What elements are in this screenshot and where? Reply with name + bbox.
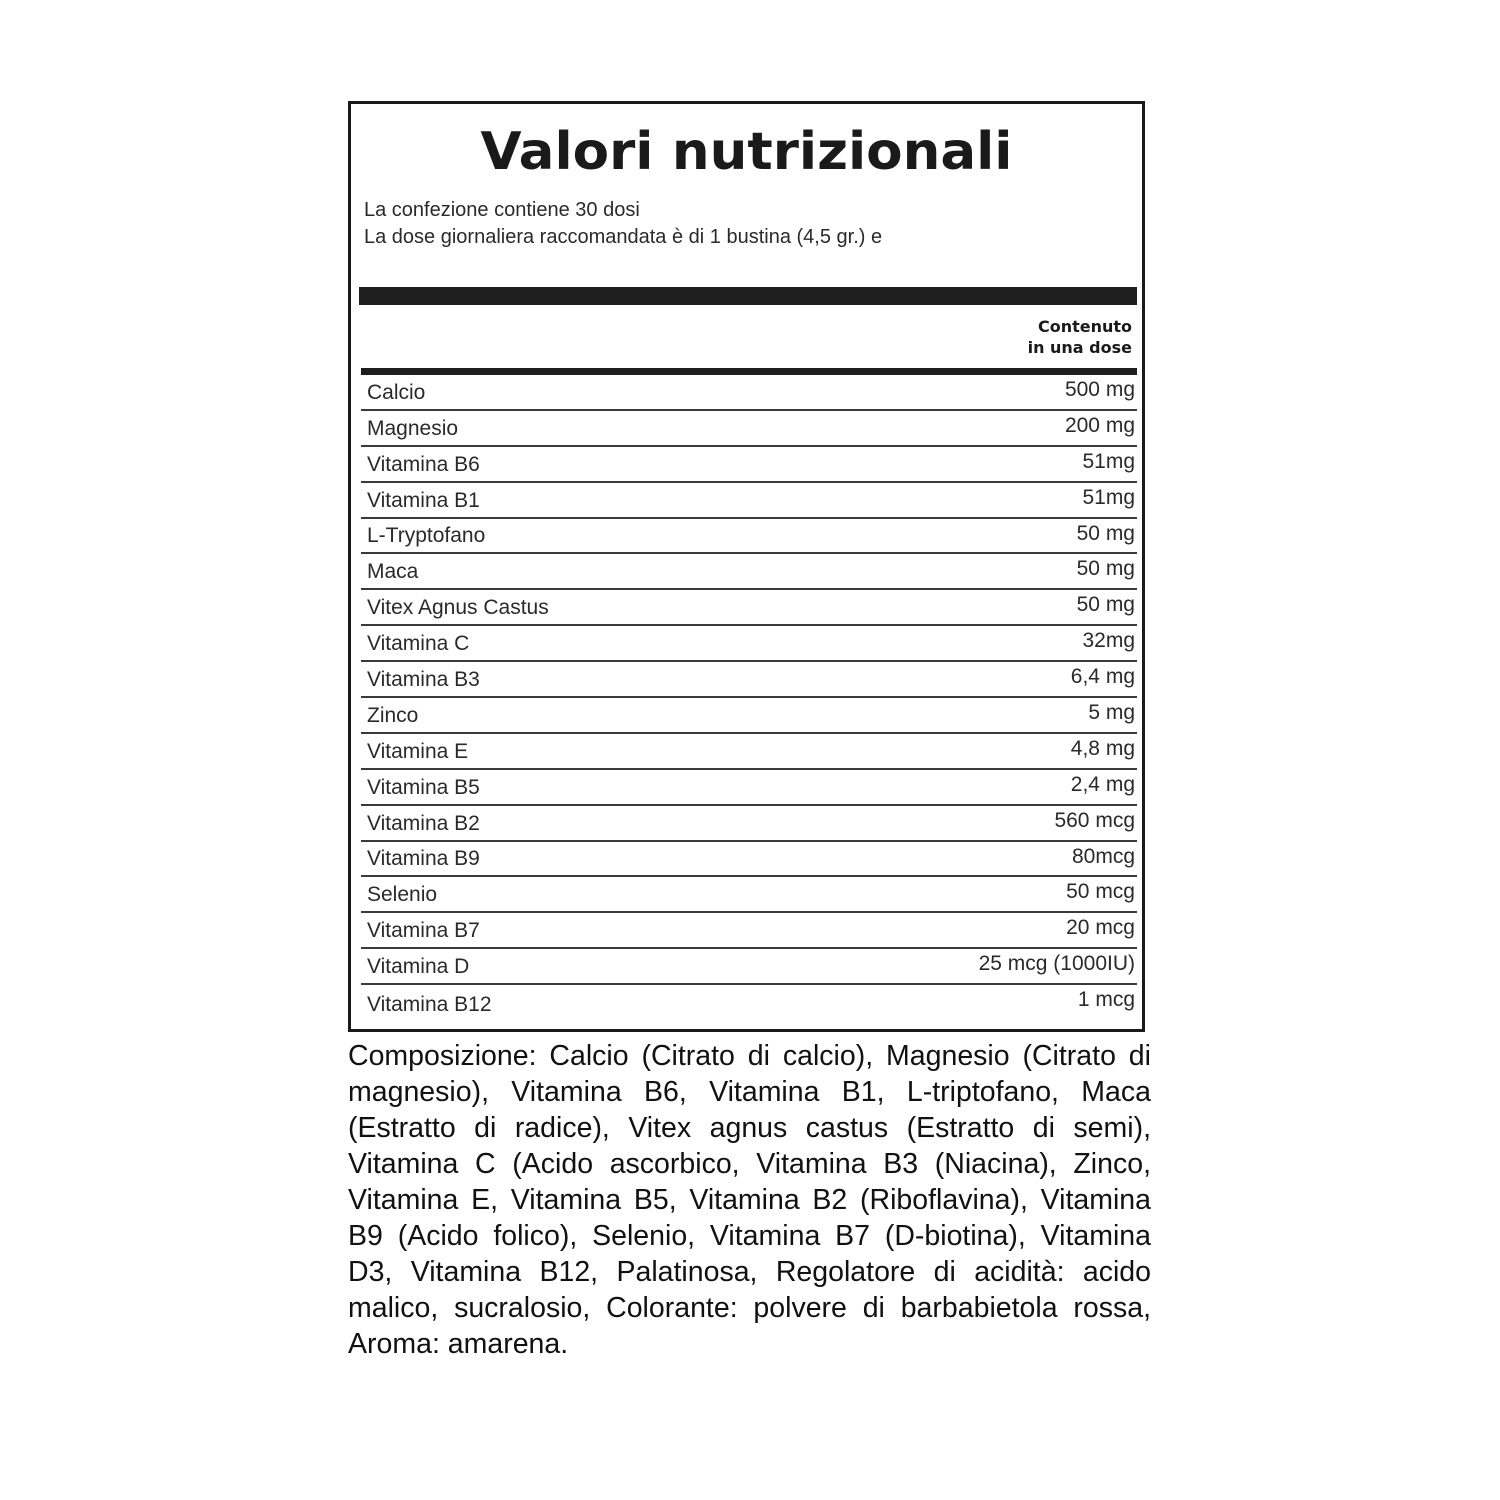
composition-text: Composizione: Calcio (Citrato di calcio), Magnesio (Citrato di magnesio), Vitamina B6, Vitamina B1, L-triptofano, Maca (Estratto di radice), Vitex agnus castus (Estratto di semi), Vitamina C (Acido ascorbico, Vitamina B3 (Niacina), Zinco, Vitamina E, Vitamina B5, Vitamina B2 (Riboflavina), Vitamina B9 (Acido folico), Selenio, Vitamina B7 (D-biotina), Vitamina D3, Vitamina B12, Palatinosa, Regolatore di acidità: acido malico, sucralosio, Colorante: polvere di barbabietola rossa, Aroma: amarena. [348,1040,1151,1360]
nutrient-table [361,375,1137,1021]
nutrient-name: Vitamina B5 [367,775,480,799]
nutrient-value: 51mg [1082,485,1135,509]
table-row [361,698,1137,734]
nutrient-value: 25 mcg (1000IU) [978,952,1135,976]
table-row [361,806,1137,842]
panel-title: Valori nutrizionali [480,122,1013,182]
table-row [361,913,1137,949]
nutrient-name: Vitamina E [367,739,469,763]
table-row [361,734,1137,770]
nutrient-value: 51mg [1082,449,1135,473]
table-row [361,483,1137,519]
nutrient-name: Vitamina D [367,955,470,979]
nutrient-value: 80mcg [1071,844,1135,868]
nutrient-value: 1 mcg [1077,988,1135,1012]
table-row [361,447,1137,483]
table-row [361,375,1137,411]
table-row [361,770,1137,806]
nutrient-name: L-Tryptofano [367,524,486,548]
column-header [1028,316,1132,358]
nutrient-name: Vitamina B7 [367,919,480,943]
table-row [361,554,1137,590]
nutrient-value: 32mg [1082,629,1135,653]
nutrient-name: Vitamina C [367,632,470,656]
nutrient-value: 20 mcg [1066,916,1135,940]
nutrient-name: Selenio [367,883,438,907]
nutrient-name: Vitamina B12 [367,993,492,1017]
table-row [361,590,1137,626]
nutrient-name: Vitamina B2 [367,811,480,835]
nutrient-value: 4,8 mg [1070,736,1135,760]
column-header-line-1: Contenuto [1037,317,1132,336]
nutrition-facts-panel [348,101,1145,1032]
table-row [361,842,1137,878]
table-row [361,877,1137,913]
table-row [361,985,1137,1021]
nutrient-value: 50 mg [1076,521,1135,545]
nutrient-name: Vitamina B9 [367,847,480,871]
column-header-line-2: in una dose [1027,338,1132,357]
nutrient-value: 5 mg [1088,701,1135,725]
nutrient-value: 50 mcg [1066,880,1135,904]
nutrient-value: 50 mg [1076,557,1135,581]
nutrient-value: 50 mg [1076,593,1135,617]
thick-divider [359,287,1137,305]
header-divider [361,368,1137,375]
nutrient-name: Vitamina B6 [367,452,480,476]
intro-line-daily-dose: La dose giornaliera raccomandata è di 1 bustina (4,5 gr.) e [364,226,883,248]
table-row [361,949,1137,985]
nutrient-value: 200 mg [1064,413,1135,437]
intro-line-servings: La confezione contiene 30 dosi [364,199,640,221]
nutrient-name: Maca [367,560,419,584]
nutrient-value: 500 mg [1064,378,1135,401]
nutrient-value: 2,4 mg [1070,772,1135,796]
nutrient-name: Calcio [367,380,426,404]
table-row [361,411,1137,447]
intro-text [364,197,882,251]
nutrient-name: Vitamina B3 [367,668,480,692]
table-row [361,626,1137,662]
nutrient-value: 6,4 mg [1070,665,1135,689]
table-row [361,662,1137,698]
nutrient-name: Magnesio [367,416,459,440]
table-row [361,519,1137,555]
nutrient-value: 560 mcg [1054,808,1135,832]
nutrient-name: Vitamina B1 [367,488,480,512]
nutrient-name: Vitex Agnus Castus [367,596,549,620]
nutrient-name: Zinco [367,703,419,727]
